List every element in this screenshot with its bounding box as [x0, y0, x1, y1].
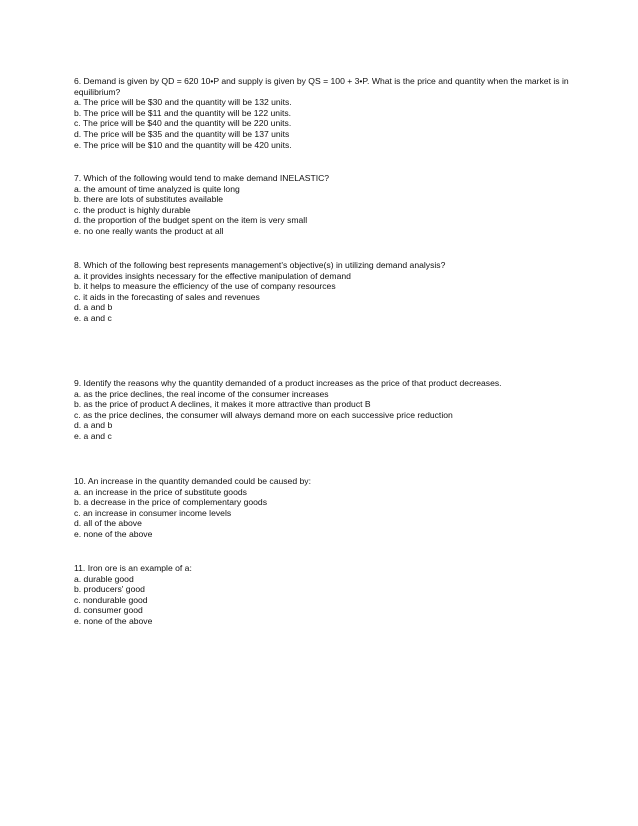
question-10 [74, 476, 574, 540]
answer-option-b: b. producers' good [74, 584, 145, 595]
answer-option-d: d. the proportion of the budget spent on the item is very small [74, 215, 308, 226]
answer-option-b: b. a decrease in the price of complementary goods [74, 497, 267, 508]
answer-option-a: a. The price will be $30 and the quantity will be 132 units. [74, 97, 292, 108]
answer-option-d: d. all of the above [74, 518, 142, 529]
answer-option-e: e. a and c [74, 312, 112, 323]
answer-option-d: d. a and b [74, 302, 113, 313]
answer-option-c: c. as the price declines, the consumer will always demand more on each successive price reduction [74, 409, 453, 420]
answer-option-b: b. The price will be $11 and the quantity will be 122 units. [74, 107, 292, 118]
answer-option-e: e. no one really wants the product at all [74, 225, 224, 236]
question-6 [74, 76, 574, 150]
answer-option-a: a. it provides insights necessary for the effective manipulation of demand [74, 270, 351, 281]
answer-option-c: c. nondurable good [74, 594, 148, 605]
answer-option-a: a. the amount of time analyzed is quite long [74, 183, 240, 194]
question-stem: 8. Which of the following best represents management's objective(s) in utilizing demand analysis? [74, 260, 446, 270]
question-stem: 6. Demand is given by QD = 620 10•P and supply is given by QS = 100 + 3•P. What is the price and quantity when the market is in equilibrium? [74, 76, 569, 97]
answer-option-c: c. an increase in consumer income levels [74, 507, 232, 518]
answer-option-b: b. it helps to measure the efficiency of the use of company resources [74, 281, 336, 292]
answer-option-a: a. durable good [74, 573, 134, 584]
question-11 [74, 563, 574, 627]
answer-option-d: d. a and b [74, 420, 113, 431]
answer-option-e: e. none of the above [74, 528, 153, 539]
question-stem: 9. Identify the reasons why the quantity demanded of a product increases as the price of that product decreases. [74, 378, 502, 388]
answer-option-e: e. none of the above [74, 615, 153, 626]
answer-option-b: b. as the price of product A declines, it makes it more attractive than product B [74, 399, 371, 410]
answer-option-c: c. it aids in the forecasting of sales and revenues [74, 291, 260, 302]
question-8 [74, 260, 574, 324]
answer-option-b: b. there are lots of substitutes available [74, 194, 224, 205]
answer-option-e: e. The price will be $10 and the quantity will be 420 units. [74, 139, 292, 150]
question-9 [74, 378, 574, 442]
answer-option-d: d. consumer good [74, 605, 143, 616]
question-stem: 11. Iron ore is an example of a: [74, 563, 192, 573]
answer-option-a: a. an increase in the price of substitute goods [74, 486, 247, 497]
question-stem: 7. Which of the following would tend to make demand INELASTIC? [74, 173, 330, 183]
answer-option-d: d. The price will be $35 and the quantity will be 137 units [74, 128, 290, 139]
question-stem: 10. An increase in the quantity demanded could be caused by: [74, 476, 311, 486]
answer-option-a: a. as the price declines, the real income of the consumer increases [74, 388, 329, 399]
answer-option-c: c. the product is highly durable [74, 204, 191, 215]
answer-option-c: c. The price will be $40 and the quantity will be 220 units. [74, 118, 292, 129]
answer-option-e: e. a and c [74, 430, 112, 441]
question-7 [74, 173, 574, 237]
